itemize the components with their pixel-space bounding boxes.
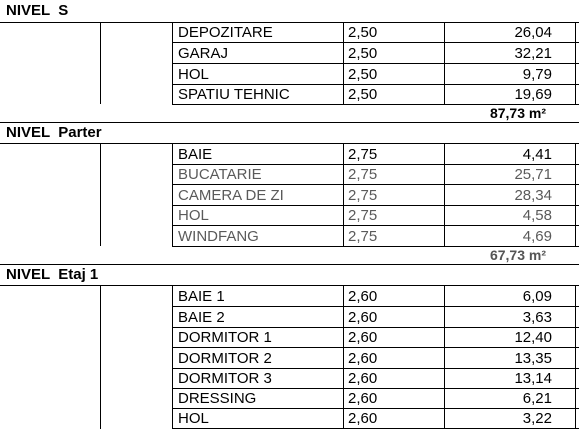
room-height: 2,60 <box>348 410 378 427</box>
room-area: 4,69 <box>522 228 552 245</box>
level-total-area: 87,73 m² <box>489 105 546 121</box>
room-name: CAMERA DE ZI <box>178 187 284 204</box>
level-block-etaj-1 <box>0 286 579 429</box>
room-area: 4,41 <box>522 146 552 163</box>
room-height: 2,75 <box>348 207 378 224</box>
table-row <box>172 164 579 185</box>
room-name: GARAJ <box>178 45 229 62</box>
room-height: 2,60 <box>348 390 378 407</box>
table-row <box>172 368 579 389</box>
room-name: HOL <box>178 410 209 427</box>
table-row <box>172 226 579 247</box>
room-area: 25,71 <box>514 166 552 183</box>
room-name: DORMITOR 3 <box>178 370 272 387</box>
room-height: 2,60 <box>348 329 378 346</box>
table-row <box>172 43 579 64</box>
room-height: 2,50 <box>348 86 378 103</box>
room-area: 6,21 <box>522 390 552 407</box>
room-area: 32,21 <box>514 45 552 62</box>
room-height: 2,75 <box>348 166 378 183</box>
room-area: 3,22 <box>522 410 552 427</box>
room-name: DRESSING <box>178 390 257 407</box>
level-title: NIVEL S <box>6 2 69 19</box>
room-name: SPATIU TEHNIC <box>178 86 290 103</box>
table-row <box>172 64 579 85</box>
room-height: 2,60 <box>348 309 378 326</box>
level-title: NIVEL Parter <box>6 124 102 141</box>
level-header-parter <box>0 122 579 144</box>
room-height: 2,75 <box>348 146 378 163</box>
room-name: HOL <box>178 66 209 83</box>
table-row <box>172 22 579 43</box>
table-row <box>172 307 579 328</box>
level-total-row <box>0 104 579 123</box>
room-area: 19,69 <box>514 86 552 103</box>
room-area: 13,14 <box>514 370 552 387</box>
table-row <box>172 84 579 105</box>
room-name: BAIE <box>178 146 213 163</box>
room-name: BAIE 1 <box>178 288 225 305</box>
level-block-s <box>0 22 579 104</box>
room-height: 2,60 <box>348 288 378 305</box>
level-total-area: 67,73 m² <box>489 247 546 263</box>
table-row <box>172 185 579 206</box>
room-name: BUCATARIE <box>178 166 262 183</box>
table-row <box>172 286 579 307</box>
level-header-etaj-1 <box>0 264 579 286</box>
table-row <box>172 388 579 409</box>
level-block-parter <box>0 144 579 246</box>
room-height: 2,60 <box>348 350 378 367</box>
room-area: 6,09 <box>522 288 552 305</box>
room-name: DORMITOR 2 <box>178 350 272 367</box>
room-height: 2,60 <box>348 370 378 387</box>
table-row <box>172 408 579 429</box>
room-area: 3,63 <box>522 309 552 326</box>
table-row <box>172 205 579 226</box>
room-name: BAIE 2 <box>178 309 225 326</box>
room-name: WINDFANG <box>178 228 259 245</box>
room-area: 4,58 <box>522 207 552 224</box>
table-row <box>172 327 579 348</box>
room-name: DEPOZITARE <box>178 24 273 41</box>
table-row <box>172 144 579 165</box>
room-height: 2,75 <box>348 187 378 204</box>
room-height: 2,50 <box>348 45 378 62</box>
level-total-row <box>0 246 579 265</box>
room-height: 2,50 <box>348 66 378 83</box>
room-name: DORMITOR 1 <box>178 329 272 346</box>
level-title: NIVEL Etaj 1 <box>6 266 99 283</box>
room-area: 9,79 <box>522 66 552 83</box>
room-area: 26,04 <box>514 24 552 41</box>
room-name: HOL <box>178 207 209 224</box>
room-area: 12,40 <box>514 329 552 346</box>
room-height: 2,75 <box>348 228 378 245</box>
table-row <box>172 348 579 369</box>
room-area: 28,34 <box>514 187 552 204</box>
level-header-s <box>0 1 579 23</box>
room-area: 13,35 <box>514 350 552 367</box>
room-height: 2,50 <box>348 24 378 41</box>
